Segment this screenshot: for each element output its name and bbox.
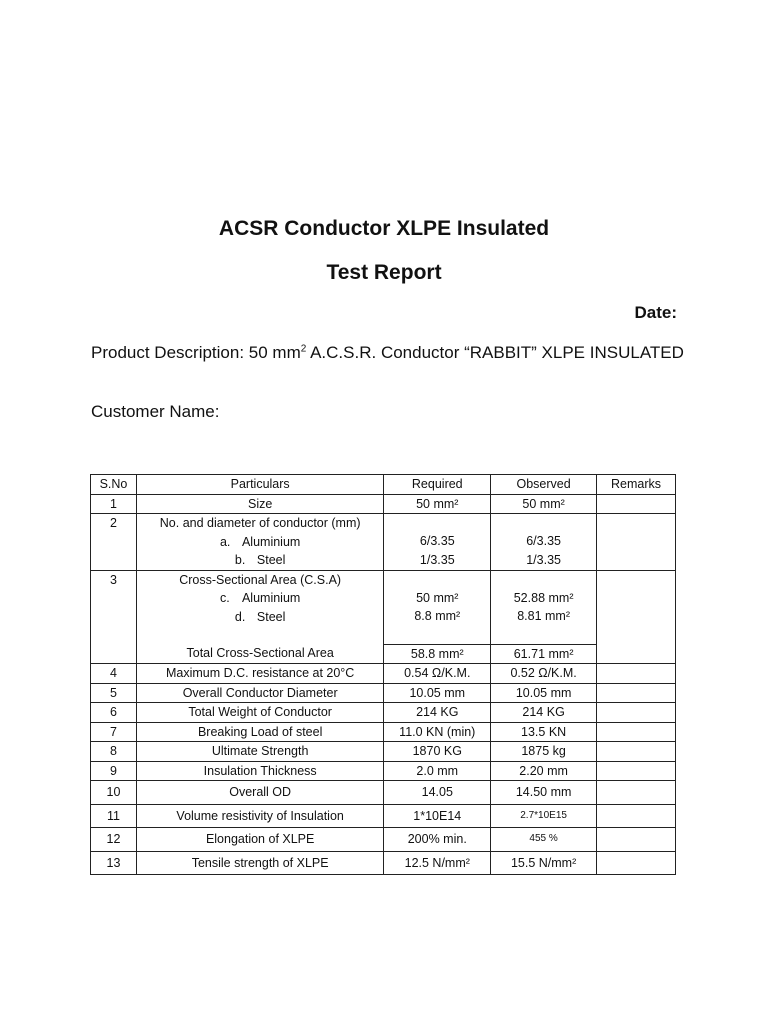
test-results-table <box>90 474 676 875</box>
cell-remarks <box>597 703 676 723</box>
table-row <box>91 742 676 762</box>
cell-particular: Tensile strength of XLPE <box>136 851 383 875</box>
date-label: Date: <box>634 303 677 322</box>
table-row <box>91 761 676 781</box>
cell-sno: 11 <box>91 804 137 828</box>
cell-sno: 1 <box>91 494 137 514</box>
table-row <box>91 851 676 875</box>
required-value: 1/3.35 <box>419 552 455 567</box>
table-row <box>91 804 676 828</box>
customer-name-label: Customer Name: <box>91 402 220 421</box>
sub-item-label: Aluminium <box>241 591 301 605</box>
table-row <box>91 664 676 684</box>
cell-remarks <box>597 570 676 664</box>
cell-remarks <box>597 828 676 852</box>
cell-required: 0.54 Ω/K.M. <box>384 664 491 684</box>
cell-particular: Insulation Thickness <box>136 761 383 781</box>
table-row <box>91 570 676 664</box>
particular-sub-item <box>140 608 380 627</box>
cell-remarks <box>597 742 676 762</box>
cell-particular <box>136 514 383 571</box>
product-description-prefix: Product Description: 50 mm <box>91 343 301 362</box>
cell-observed <box>491 514 597 571</box>
cell-observed: 50 mm² <box>491 494 597 514</box>
cell-remarks <box>597 761 676 781</box>
cell-remarks <box>597 804 676 828</box>
required-value: 50 mm² <box>416 590 459 605</box>
particular-sub-item <box>140 589 380 608</box>
cell-particular: Volume resistivity of Insulation <box>136 804 383 828</box>
cell-required: 14.05 <box>384 781 491 805</box>
cell-required <box>384 570 491 664</box>
cell-observed: 2.20 mm <box>491 761 597 781</box>
cell-observed: 214 KG <box>491 703 597 723</box>
product-description <box>91 340 691 366</box>
cell-remarks <box>597 683 676 703</box>
observed-value: 1/3.35 <box>526 552 561 567</box>
cell-remarks <box>597 722 676 742</box>
cell-particular: Overall Conductor Diameter <box>136 683 383 703</box>
document-subtitle: Test Report <box>326 261 442 284</box>
cell-required <box>384 514 491 571</box>
cell-observed: 13.5 KN <box>491 722 597 742</box>
cell-required: 1*10E14 <box>384 804 491 828</box>
cell-observed <box>491 570 597 664</box>
cell-required: 12.5 N/mm² <box>384 851 491 875</box>
observed-total: 61.71 mm² <box>491 644 596 664</box>
table-row <box>91 683 676 703</box>
cell-sno: 7 <box>91 722 137 742</box>
cell-sno: 13 <box>91 851 137 875</box>
table-row <box>91 828 676 852</box>
sub-item-letter: c. <box>219 591 230 605</box>
cell-sno: 4 <box>91 664 137 684</box>
observed-value: 52.88 mm² <box>513 590 574 605</box>
cell-particular: Total Weight of Conductor <box>136 703 383 723</box>
table-row <box>91 494 676 514</box>
sub-item-label: Steel <box>256 609 286 624</box>
required-value: 8.8 mm² <box>414 609 461 623</box>
cell-sno: 3 <box>91 570 137 664</box>
particular-sub-item <box>140 551 380 570</box>
cell-particular: Breaking Load of steel <box>136 722 383 742</box>
sub-item-letter: d. <box>234 609 246 624</box>
cell-particular <box>136 570 383 664</box>
cell-observed: 10.05 mm <box>491 683 597 703</box>
cell-required: 1870 KG <box>384 742 491 762</box>
cell-required: 200% min. <box>384 828 491 852</box>
cell-observed: 455 % <box>491 828 597 852</box>
cell-sno: 8 <box>91 742 137 762</box>
cell-observed: 15.5 N/mm² <box>491 851 597 875</box>
table-row <box>91 514 676 571</box>
header-required: Required <box>384 475 491 495</box>
cell-particular: Elongation of XLPE <box>136 828 383 852</box>
cell-particular: Ultimate Strength <box>136 742 383 762</box>
product-description-rest: A.C.S.R. Conductor “RABBIT” XLPE INSULATED <box>306 343 684 362</box>
cell-remarks <box>597 781 676 805</box>
required-value: 6/3.35 <box>419 534 455 548</box>
document-title: ACSR Conductor XLPE Insulated <box>218 217 550 240</box>
cell-remarks <box>597 494 676 514</box>
cell-sno: 6 <box>91 703 137 723</box>
observed-value: 6/3.35 <box>526 534 561 548</box>
cell-sno: 5 <box>91 683 137 703</box>
cell-required: 2.0 mm <box>384 761 491 781</box>
table-row <box>91 722 676 742</box>
cell-observed: 1875 kg <box>491 742 597 762</box>
header-remarks: Remarks <box>597 475 676 495</box>
cell-remarks <box>597 664 676 684</box>
cell-observed: 0.52 Ω/K.M. <box>491 664 597 684</box>
sub-item-label: Aluminium <box>241 534 301 549</box>
cell-particular: Maximum D.C. resistance at 20°C <box>136 664 383 684</box>
cell-sno: 2 <box>91 514 137 571</box>
cell-remarks <box>597 514 676 571</box>
particular-heading: No. and diameter of conductor (mm) <box>159 516 361 530</box>
header-observed: Observed <box>491 475 597 495</box>
cell-required: 10.05 mm <box>384 683 491 703</box>
cell-particular: Size <box>136 494 383 514</box>
cell-sno: 9 <box>91 761 137 781</box>
header-particulars: Particulars <box>136 475 383 495</box>
cell-required: 214 KG <box>384 703 491 723</box>
cell-required: 50 mm² <box>384 494 491 514</box>
cell-sno: 12 <box>91 828 137 852</box>
total-area-label: Total Cross-Sectional Area <box>186 646 334 660</box>
header-sno: S.No <box>91 475 137 495</box>
sub-item-label: Steel <box>256 553 286 567</box>
particular-sub-item <box>140 533 380 552</box>
cell-particular: Overall OD <box>136 781 383 805</box>
required-total: 58.8 mm² <box>384 644 490 664</box>
cell-required: 11.0 KN (min) <box>384 722 491 742</box>
product-description-superscript: 2 <box>300 343 307 355</box>
particular-heading: Cross-Sectional Area (C.S.A) <box>179 572 342 587</box>
cell-remarks <box>597 851 676 875</box>
observed-value: 8.81 mm² <box>517 609 570 623</box>
table-row <box>91 781 676 805</box>
sub-item-letter: a. <box>219 534 231 549</box>
sub-item-letter: b. <box>234 553 246 567</box>
table-header-row <box>91 475 676 495</box>
cell-sno: 10 <box>91 781 137 805</box>
cell-observed: 14.50 mm <box>491 781 597 805</box>
table-row <box>91 703 676 723</box>
cell-observed: 2.7*10E15 <box>491 804 597 828</box>
